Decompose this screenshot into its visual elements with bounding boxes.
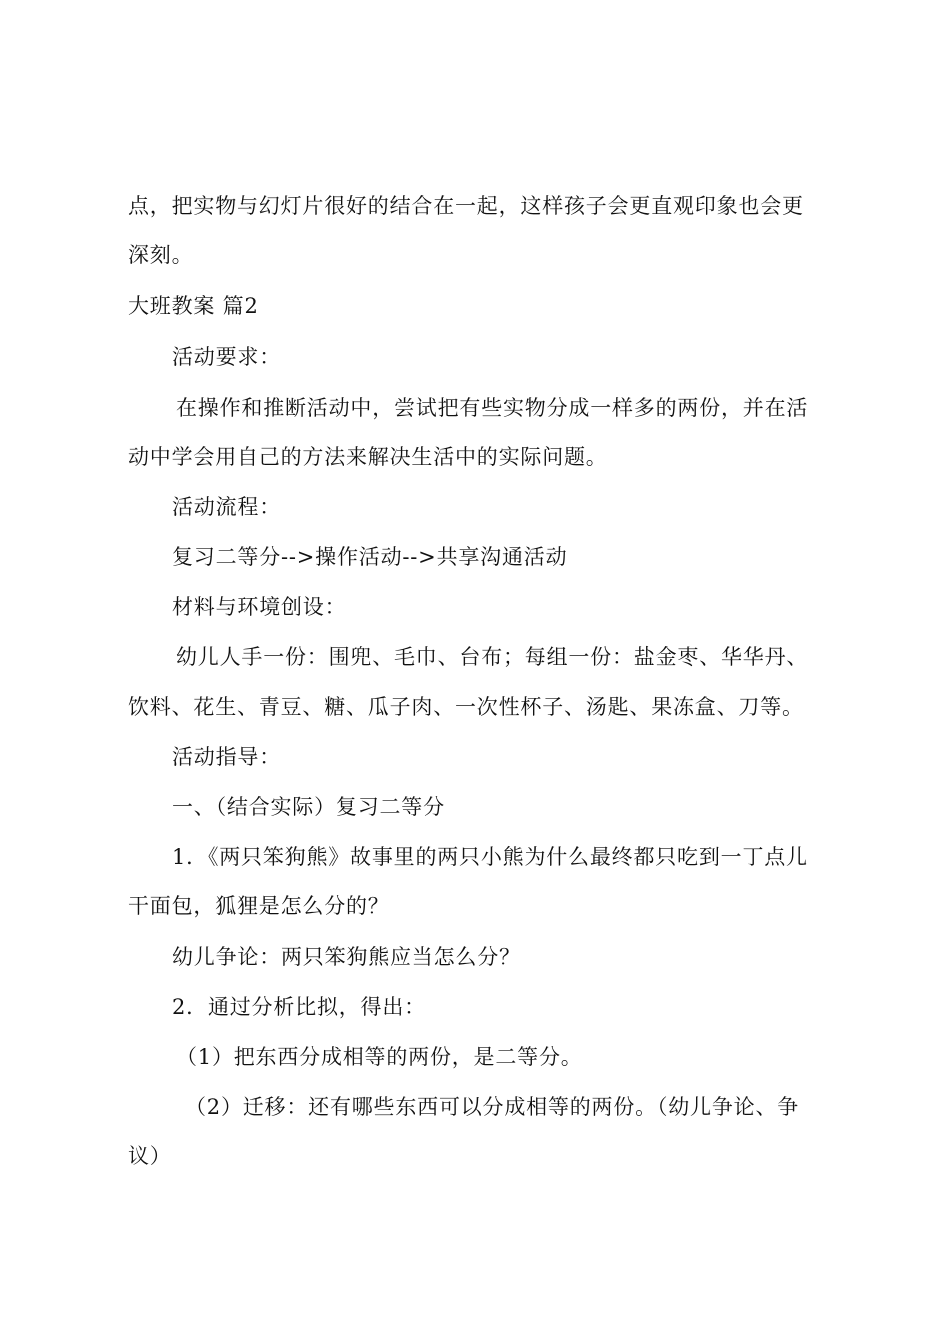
paragraph-line: （1）把东西分成相等的两份，是二等分。 — [176, 1045, 583, 1069]
paragraph-line: 复习二等分-->操作活动-->共享沟通活动 — [172, 545, 568, 569]
section-heading: 大班教案 篇2 — [128, 294, 259, 318]
paragraph-line: 深刻。 — [128, 243, 194, 267]
paragraph-line: 饮料、花生、青豆、糖、瓜子肉、一次性杯子、汤匙、果冻盒、刀等。 — [128, 695, 804, 719]
paragraph-line: 幼儿争论：两只笨狗熊应当怎么分？ — [172, 945, 521, 969]
paragraph-line: （2）迁移：还有哪些东西可以分成相等的两份。（幼儿争论、争 — [185, 1095, 800, 1119]
paragraph-line: 活动要求： — [172, 345, 281, 369]
paragraph-line: 活动流程： — [172, 495, 281, 519]
paragraph-line: 活动指导： — [172, 745, 281, 769]
paragraph-line: 点，把实物与幻灯片很好的结合在一起，这样孩子会更直观印象也会更 — [128, 194, 804, 218]
paragraph-line: 一、（结合实际）复习二等分 — [172, 795, 445, 819]
paragraph-line: 动中学会用自己的方法来解决生活中的实际问题。 — [128, 445, 608, 469]
paragraph-line: 在操作和推断活动中，尝试把有些实物分成一样多的两份，并在活 — [176, 396, 809, 420]
paragraph-line: 幼儿人手一份：围兜、毛巾、台布；每组一份：盐金枣、华华丹、 — [176, 645, 809, 669]
paragraph-line: 议） — [128, 1144, 172, 1168]
paragraph-line: 材料与环境创设： — [172, 595, 347, 619]
paragraph-line: 干面包，狐狸是怎么分的？ — [128, 894, 390, 918]
paragraph-line: 2．通过分析比拟，得出： — [172, 995, 426, 1019]
paragraph-line: 1．《两只笨狗熊》故事里的两只小熊为什么最终都只吃到一丁点儿 — [172, 845, 808, 869]
